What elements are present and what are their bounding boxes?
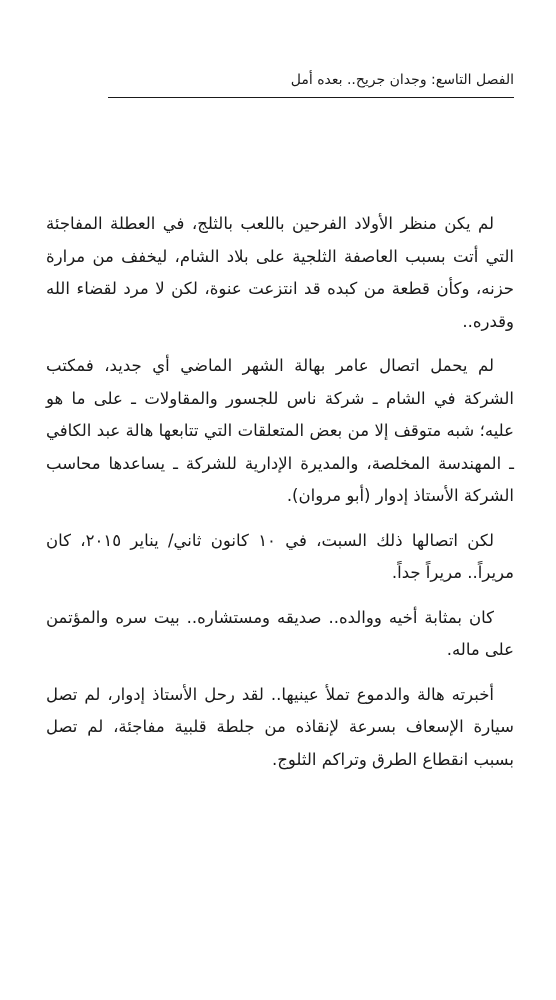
paragraph: لكن اتصالها ذلك السبت، في ١٠ كانون ثاني/ يناير ٢٠١٥، كان مريراً.. مريراً جداً. <box>46 530 514 582</box>
chapter-body <box>46 208 514 788</box>
header-rule <box>108 97 514 98</box>
paragraph: لم يكن منظر الأولاد الفرحين باللعب بالثلج، في العطلة المفاجئة التي أتت بسبب العاصفة الثلجية على بلاد الشام، ليخفف من مرارة حزنه، وكأن قطعة من كبده قد انتزعت عنوة، لكن لا مرد لقضاء الله وقدره.. <box>46 214 514 331</box>
paragraph: كان بمثابة أخيه ووالده.. صديقه ومستشاره.. بيت سره والمؤتمن على ماله. <box>46 607 514 659</box>
running-header: الفصل التاسع: وجدان جريح.. بعده أمل <box>290 72 514 88</box>
paragraph: أخبرته هالة والدموع تملأ عينيها.. لقد رحل الأستاذ إدوار، لم تصل سيارة الإسعاف بسرعة لإنقاذه من جلطة قلبية مفاجئة، لم تصل بسبب انقطاع الطرق وتراكم الثلوج. <box>46 684 514 769</box>
paragraph: لم يحمل اتصال عامر بهالة الشهر الماضي أي جديد، فمكتب الشركة في الشام ـ شركة ناس للجسور والمقاولات ـ على ما هو عليه؛ شبه متوقف إلا من بعض المتعلقات التي تتابعها هالة عبد الكافي ـ المهندسة المخلصة، والمديرة الإدارية للشركة ـ يساعدها محاسب الشركة الأستاذ إدوار (أبو مروان). <box>46 356 514 505</box>
